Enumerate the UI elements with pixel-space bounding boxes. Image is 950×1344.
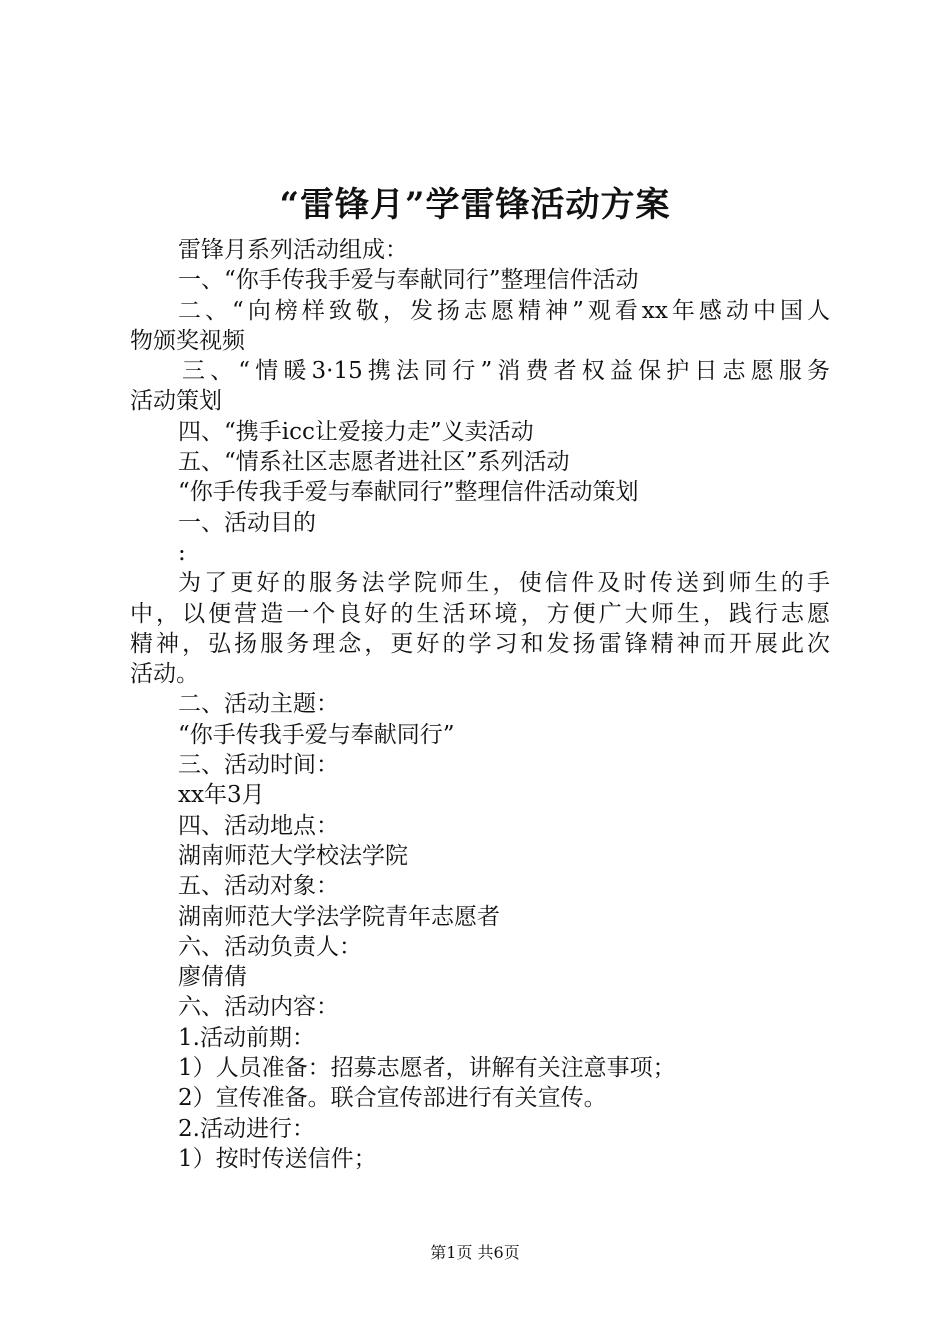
text-line: 六、活动内容：	[178, 994, 339, 1021]
text-line: 湖南师范大学法学院青年志愿者	[178, 903, 500, 930]
text-line: 中，以便营造一个良好的生活环境，方便广大师生，践行志愿	[130, 600, 830, 627]
text-line: 六、活动负责人：	[178, 933, 362, 960]
text-line: “你手传我手爱与奉献同行”	[178, 721, 455, 748]
text-line: 2.活动进行：	[178, 1115, 315, 1142]
text-line: :	[178, 539, 186, 566]
text-line: 1）人员准备：招募志愿者，讲解有关注意事项；	[178, 1055, 676, 1082]
text-line: 三、活动时间：	[178, 752, 339, 779]
text-line: 二、活动主题：	[178, 691, 339, 718]
text-line: 1.活动前期：	[178, 1024, 315, 1051]
text-line: 四、活动地点：	[178, 812, 339, 839]
document-body	[130, 235, 830, 1174]
text-line: 2）宣传准备。联合宣传部进行有关宣传。	[178, 1085, 607, 1112]
text-line: 为了更好的服务法学院师生，使信件及时传送到师生的手	[178, 570, 830, 597]
text-line: 物颁奖视频	[130, 327, 245, 354]
text-line: 廖倩倩	[178, 964, 247, 991]
document-title: “雷锋月”学雷锋活动方案	[279, 185, 671, 225]
text-line: 活动。	[130, 661, 199, 688]
text-line: 精神，弘扬服务理念，更好的学习和发扬雷锋精神而开展此次	[130, 630, 830, 657]
text-line: 1）按时传送信件；	[178, 1145, 377, 1172]
text-line: 雷锋月系列活动组成：	[178, 237, 408, 263]
text-line: 三、“情暖3·15携法同行”消费者权益保护日志愿服务	[182, 358, 830, 385]
text-line: 二、“向榜样致敬，发扬志愿精神”观看xx年感动中国人	[178, 297, 830, 324]
text-line: 活动策划	[130, 388, 222, 415]
text-line: 湖南师范大学校法学院	[178, 842, 408, 869]
text-line: “你手传我手爱与奉献同行”整理信件活动策划	[178, 479, 639, 506]
text-line: xx年3月	[178, 782, 265, 809]
text-line: 五、“情系社区志愿者进社区”系列活动	[178, 449, 570, 476]
text-line: 一、“你手传我手爱与奉献同行”整理信件活动	[178, 267, 639, 294]
text-line: 一、活动目的	[178, 509, 316, 536]
text-line: 五、活动对象：	[178, 873, 339, 900]
text-line: 四、“携手icc让爱接力走”义卖活动	[178, 418, 534, 445]
page-footer: 第1页 共6页	[430, 1243, 520, 1262]
